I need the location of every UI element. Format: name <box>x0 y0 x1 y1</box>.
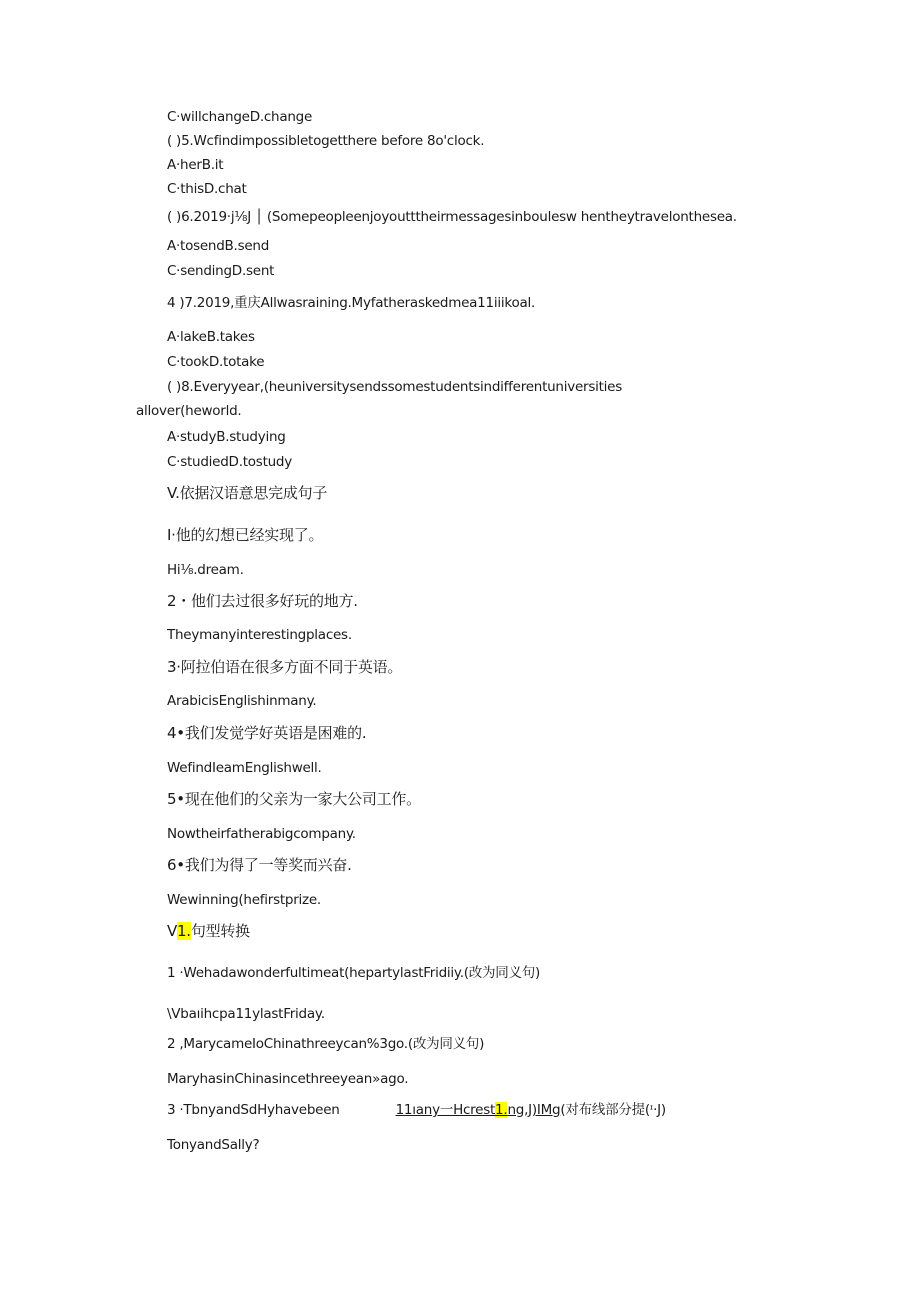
question-8-continued: allover(heworld. <box>136 403 242 419</box>
chinese-prompt-4: 4•我们发觉学好英语是困难的. <box>167 724 367 742</box>
option-line: C·willchangeD.change <box>167 109 313 125</box>
underlined-part: 11ıany一Hcrest <box>395 1102 496 1118</box>
question-7: 4 )7.2019,重庆Allwasraining.Myfatheraskedmea11iiikoal. <box>167 295 536 311</box>
transform-question-3 <box>167 1101 666 1119</box>
option-line: A·lakeB.takes <box>167 329 255 345</box>
option-line: C·sendingD.sent <box>167 263 275 279</box>
section-heading-vi <box>167 922 250 940</box>
transform-question-1: 1 ·Wehadawonderfultimeat(hepartylastFridiiy.(改为同义句) <box>167 965 541 981</box>
chinese-prompt-5: 5•现在他们的父亲为一家大公司工作。 <box>167 790 421 808</box>
transform-answer-2: MaryhasinChinasincethreeyean»ago. <box>167 1071 409 1087</box>
underlined-part: ng,J)IMg <box>507 1102 561 1118</box>
english-answer-3: ArabicisEnglishinmany. <box>167 693 317 709</box>
transform-question-2: 2 ,MarycameIoChinathreeycan%3go.(改为同义句) <box>167 1036 485 1052</box>
question-3-start: 3 ·TbnyandSdHyhavebeen <box>167 1102 340 1118</box>
question-5: ( )5.Wcfindimpossibletogetthere before 8o'clock. <box>167 133 485 149</box>
highlight-mark: 1. <box>177 922 191 940</box>
option-line: C·studiedD.tostudy <box>167 454 292 470</box>
option-line: C·tookD.totake <box>167 354 265 370</box>
english-answer-4: WefindIeamEnglishwell. <box>167 760 322 776</box>
chinese-prompt-6: 6•我们为得了一等奖而兴奋. <box>167 856 352 874</box>
option-line: A·tosendB.send <box>167 238 270 254</box>
option-line: C·thisD.chat <box>167 181 247 197</box>
english-answer-2: Theymanyinterestingplaces. <box>167 627 352 643</box>
english-answer-6: Wewinning(hefirstprize. <box>167 892 321 908</box>
heading-prefix: V <box>167 922 178 940</box>
question-8: ( )8.Everyyear,(heuniversitysendssomestudentsindifferentuniversities <box>167 379 622 395</box>
option-line: A·studyB.studying <box>167 429 286 445</box>
instruction-text: (对布线部分提(ᶦ·J) <box>560 1102 666 1118</box>
question-6: ( )6.2019·j⅛J │ (Somepeopleenjoyoutttheirmessagesinboulesw hentheytravelonthesea. <box>167 209 737 225</box>
option-line: A·herB.it <box>167 157 224 173</box>
english-answer-1: Hi⅛.dream. <box>167 562 244 578</box>
english-answer-5: Nowtheirfatherabigcompany. <box>167 826 356 842</box>
transform-answer-1: \Vbaıihcpa11ylastFriday. <box>167 1006 325 1022</box>
chinese-prompt-2: 2・他们去过很多好玩的地方. <box>167 592 358 610</box>
section-heading-v: V.依据汉语意思完成句子 <box>167 484 328 502</box>
heading-text: 句型转换 <box>190 922 250 940</box>
highlight-mark: 1. <box>495 1102 508 1118</box>
transform-answer-3: TonyandSally? <box>167 1137 260 1153</box>
chinese-prompt-1: I·他的幻想已经实现了。 <box>167 526 324 544</box>
chinese-prompt-3: 3·阿拉伯语在很多方面不同于英语。 <box>167 658 403 676</box>
